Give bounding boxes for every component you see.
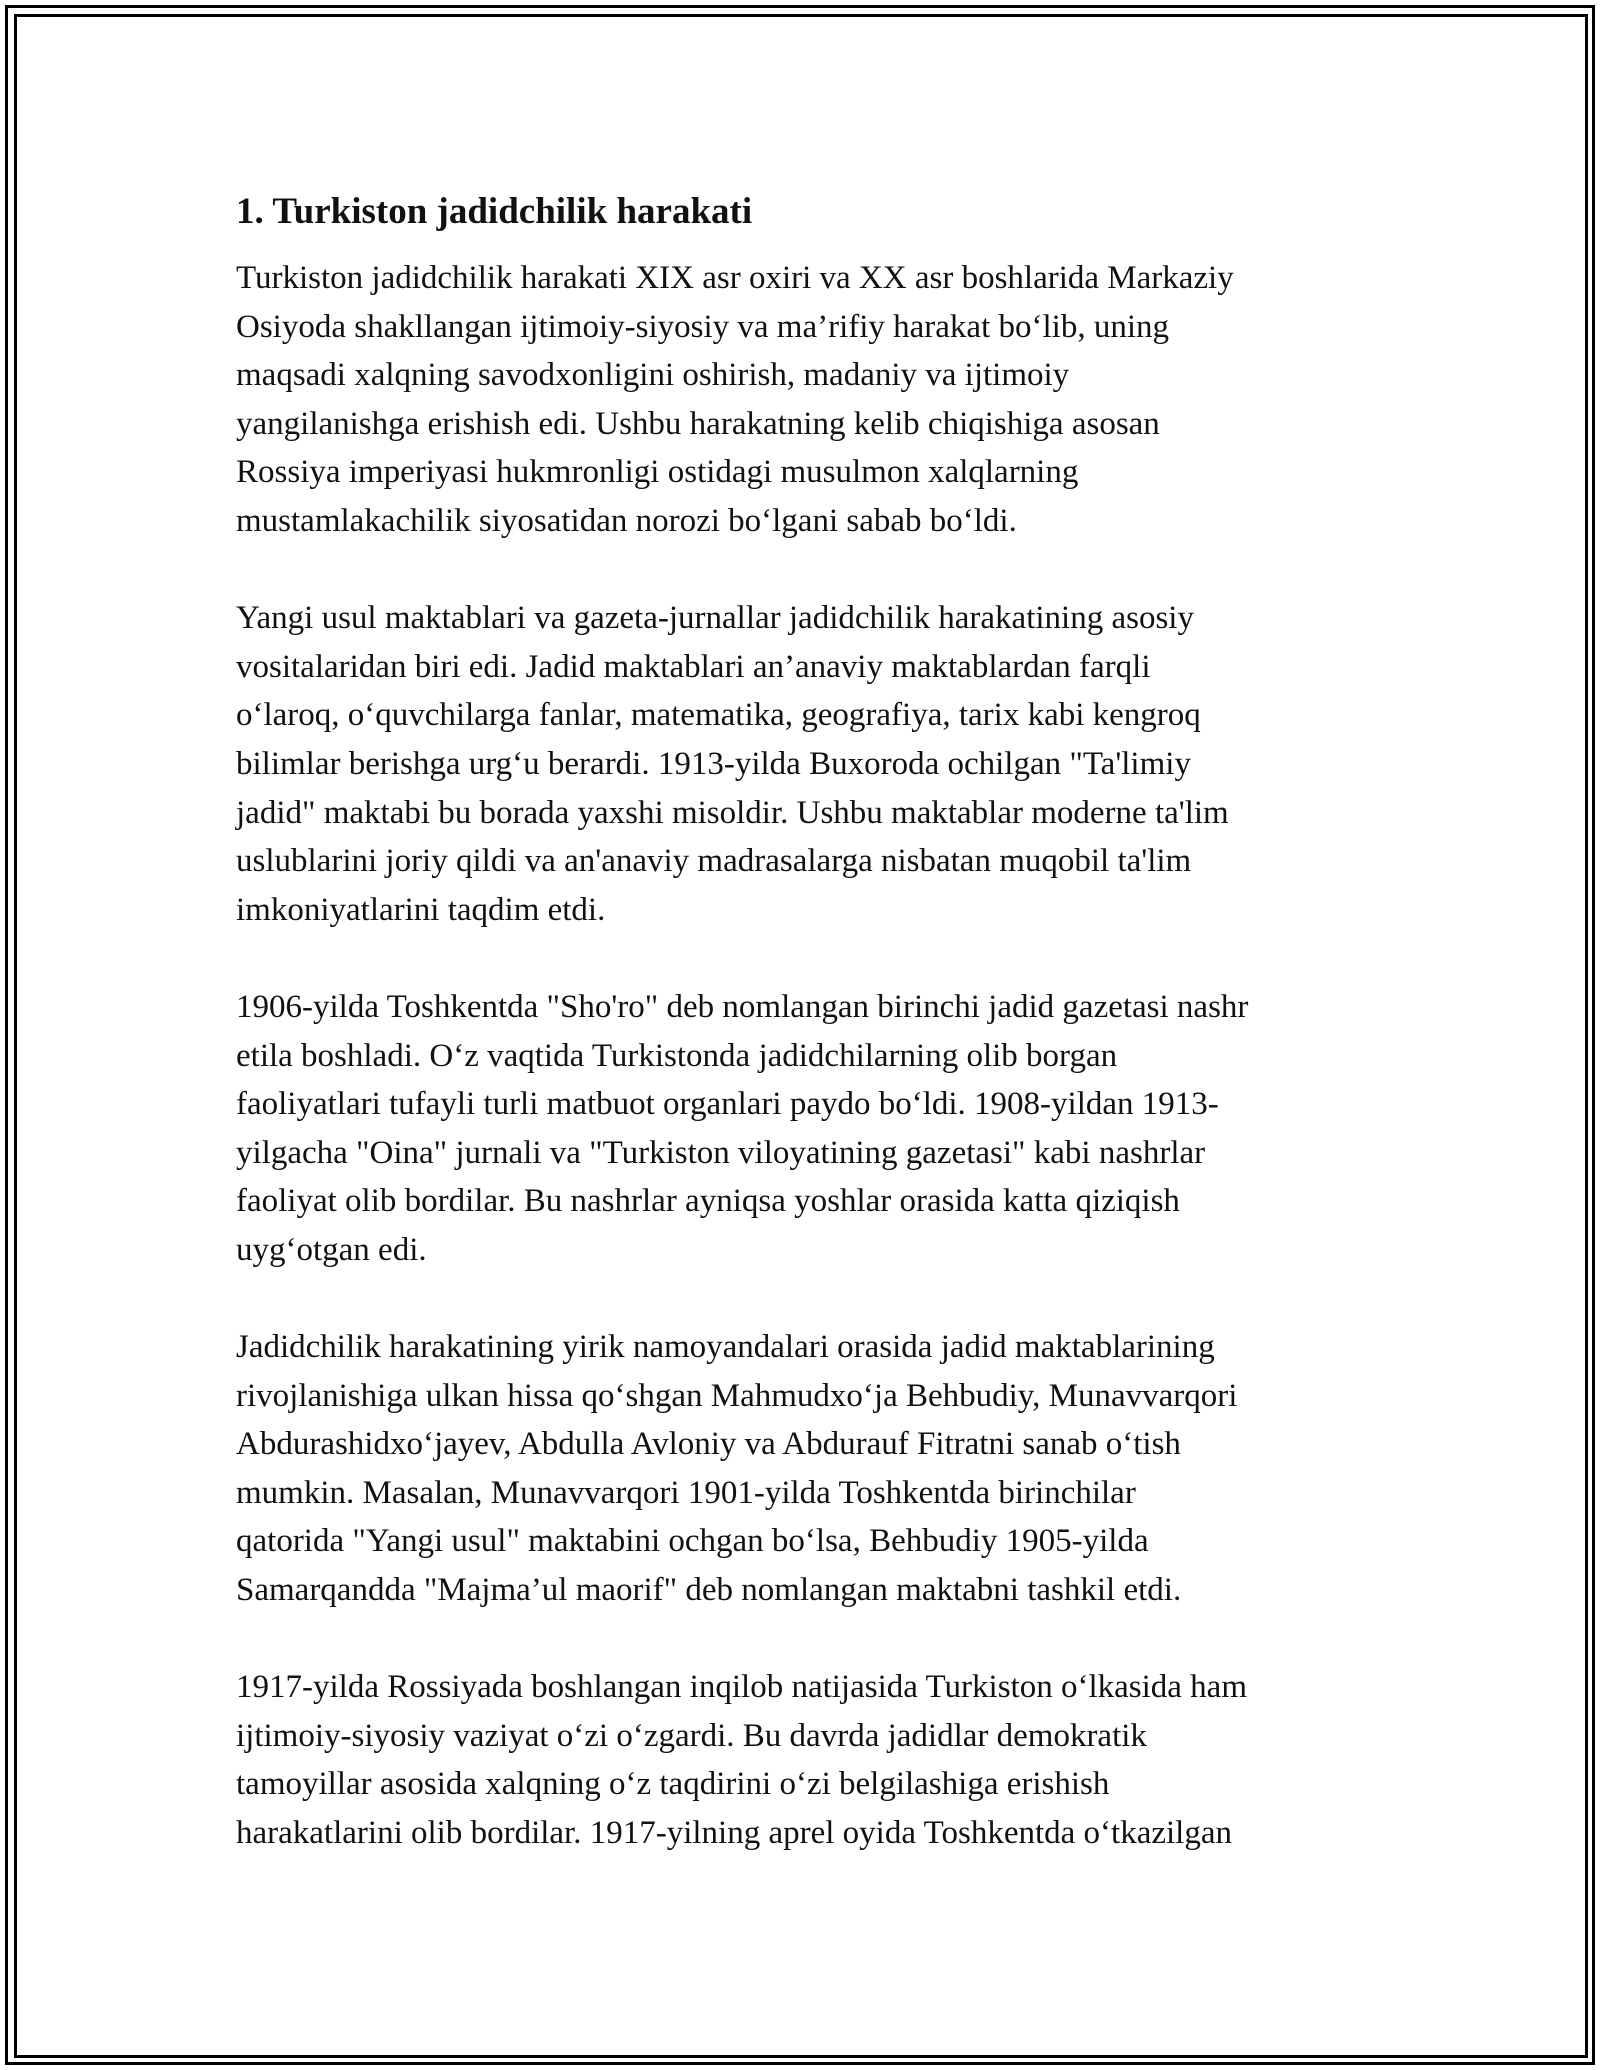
paragraph-line: Jadidchilik harakatining yirik namoyandalari orasida jadid maktablarining (236, 1329, 1215, 1366)
paragraph-line: uslublarini joriy qildi va an'anaviy madrasalarga nisbatan muqobil ta'lim (236, 843, 1192, 880)
paragraph-line: faoliyat olib bordilar. Bu nashrlar ayniqsa yoshlar orasida katta qiziqish (236, 1183, 1180, 1220)
paragraph-line: rivojlanishiga ulkan hissa qo‘shgan Mahmudxo‘ja Behbudiy, Munavvarqori (236, 1377, 1238, 1414)
document-title: 1. Turkiston jadidchilik harakati (236, 191, 753, 232)
paragraph-line: Abdurashidxo‘jayev, Abdulla Avloniy va Abdurauf Fitratni sanab o‘tish (236, 1426, 1181, 1463)
paragraph-1 (236, 254, 1376, 546)
paragraph-line: Rossiya imperiyasi hukmronligi ostidagi musulmon xalqlarning (236, 454, 1079, 491)
document-body (236, 186, 1376, 1906)
paragraph-line: imkoniyatlarini taqdim etdi. (236, 891, 606, 928)
paragraph-line: jadid" maktabi bu borada yaxshi misoldir. Ushbu maktablar moderne ta'lim (236, 794, 1229, 831)
paragraph-line: Samarqandda "Majma’ul maorif" deb nomlangan maktabni tashkil etdi. (236, 1572, 1182, 1609)
paragraph-line: etila boshladi. O‘z vaqtida Turkistonda jadidchilarning olib borgan (236, 1037, 1118, 1074)
paragraph-line: 1917-yilda Rossiyada boshlangan inqilob natijasida Turkiston o‘lkasida ham (236, 1669, 1247, 1706)
paragraph-line: yangilanishga erishish edi. Ushbu harakatning kelib chiqishiga asosan (236, 405, 1160, 442)
paragraph-line: maqsadi xalqning savodxonligini oshirish, madaniy va ijtimoiy (236, 357, 1070, 394)
paragraph-line: ijtimoiy-siyosiy vaziyat o‘zi o‘zgardi. Bu davrda jadidlar demokratik (236, 1717, 1147, 1754)
paragraph-line: Turkiston jadidchilik harakati XIX asr oxiri va XX asr boshlarida Markaziy (236, 260, 1234, 296)
paragraph-line: faoliyatlari tufayli turli matbuot organlari paydo bo‘ldi. 1908-yildan 1913- (236, 1086, 1219, 1123)
paragraph-line: qatorida "Yangi usul" maktabini ochgan bo‘lsa, Behbudiy 1905-yilda (236, 1523, 1149, 1560)
paragraph-line: mumkin. Masalan, Munavvarqori 1901-yilda Toshkentda birinchilar (236, 1474, 1136, 1511)
paragraph-3 (236, 983, 1376, 1275)
paragraph-line: tamoyillar asosida xalqning o‘z taqdirini o‘zi belgilashiga erishish (236, 1766, 1110, 1803)
paragraph-line: Yangi usul maktablari va gazeta-jurnallar jadidchilik harakatining asosiy (236, 600, 1194, 637)
paragraph-line: mustamlakachilik siyosatidan norozi bo‘lgani sabab bo‘ldi. (236, 502, 1017, 539)
paragraph-line: Osiyoda shakllangan ijtimoiy-siyosiy va ma’rifiy harakat bo‘lib, uning (236, 308, 1169, 345)
paragraph-line: vositalaridan biri edi. Jadid maktablari an’anaviy maktablardan farqli (236, 648, 1151, 685)
paragraph-4 (236, 1323, 1376, 1615)
paragraph-2 (236, 594, 1376, 934)
paragraph-line: o‘laroq, o‘quvchilarga fanlar, matematika, geografiya, tarix kabi kengroq (236, 697, 1201, 734)
paragraph-line: yilgacha "Oina" jurnali va "Turkiston viloyatining gazetasi" kabi nashrlar (236, 1134, 1206, 1171)
paragraph-line: 1906-yilda Toshkentda "Sho'ro" deb nomlangan birinchi jadid gazetasi nashr (236, 988, 1249, 1025)
paragraph-line: bilimlar berishga urg‘u berardi. 1913-yilda Buxoroda ochilgan "Ta'limiy (236, 745, 1191, 782)
paragraph-5 (236, 1663, 1376, 1857)
paragraph-line: harakatlarini olib bordilar. 1917-yilning aprel oyida Toshkentda o‘tkazilgan (236, 1815, 1232, 1851)
paragraph-line: uyg‘otgan edi. (236, 1231, 427, 1268)
